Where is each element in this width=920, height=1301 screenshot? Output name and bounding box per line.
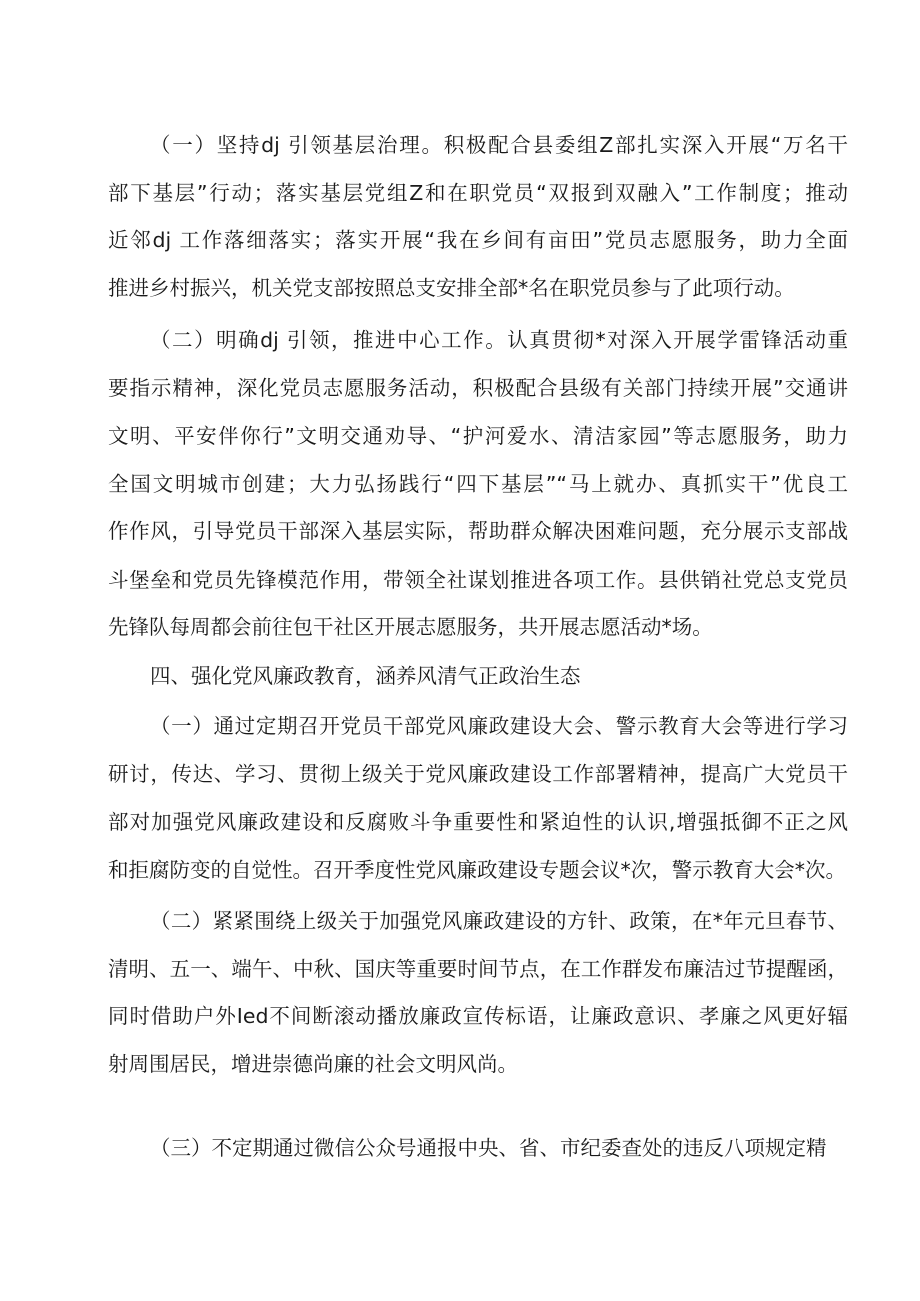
paragraph-line: 射周围居民，增进崇德尚廉的社会文明风尚。: [108, 1052, 518, 1076]
paragraph-line: （一）坚持dj 引领基层治理。积极配合县委组Z部扎实深入开展“万名干: [150, 133, 848, 157]
paragraph-line: 全国文明城市创建；大力弘扬践行“四下基层”“马上就办、真抓实干”优良工: [108, 472, 848, 496]
paragraph-line: （二）明确dj 引领，推进中心工作。认真贯彻*对深入开展学雷锋活动重: [150, 328, 848, 352]
paragraph-line: 文明、平安伴你行”文明交通劝导、“护河爱水、清洁家园”等志愿服务，助力: [108, 424, 848, 448]
paragraph-line: 部下基层”行动；落实基层党组Z和在职党员“双报到双融入”工作制度；推动: [108, 181, 848, 205]
paragraph-line: 部对加强党风廉政建设和反腐败斗争重要性和紧迫性的认识,增强抵御不正之风: [108, 810, 848, 834]
paragraph-line: 推进乡村振兴，机关党支部按照总支安排全部*名在职党员参与了此项行动。: [108, 276, 795, 300]
paragraph-line: 研讨，传达、学习、贯彻上级关于党风廉政建设工作部署精神，提高广大党员干: [108, 762, 848, 786]
paragraph-line: 作作风，引导党员干部深入基层实际，帮助群众解决困难问题，充分展示支部战: [108, 519, 848, 543]
paragraph-line: 先锋队每周都会前往包干社区开展志愿服务，共开展志愿活动*场。: [108, 615, 713, 639]
paragraph-line: 要指示精神，深化党员志愿服务活动，积极配合县级有关部门持续开展”交通讲: [108, 376, 848, 400]
paragraph-line: 和拒腐防变的自觉性。召开季度性党风廉政建设专题会议*次，警示教育大会*次。: [108, 858, 846, 882]
paragraph-line: （二）紧紧围绕上级关于加强党风廉政建设的方针、政策，在*年元旦春节、: [150, 909, 848, 933]
paragraph-line: 近邻dj 工作落细落实；落实开展“我在乡间有亩田”党员志愿服务，助力全面: [108, 228, 848, 252]
paragraph-line: （三）不定期通过微信公众号通报中央、省、市纪委查处的违反八项规定精: [150, 1136, 827, 1160]
paragraph-line: 同时借助户外Ied不间断滚动播放廉政宣传标语，让廉政意识、孝廉之风更好辐: [108, 1004, 848, 1028]
paragraph-line: 斗堡垒和党员先锋模范作用，带领全社谋划推进各项工作。县供销社党总支党员: [108, 568, 848, 592]
paragraph-line: （一）通过定期召开党员干部党风廉政建设大会、警示教育大会等进行学习: [150, 714, 848, 738]
paragraph-line: 清明、五一、端午、中秋、国庆等重要时间节点，在工作群发布廉洁过节提醒函，: [108, 957, 848, 981]
section-heading: 四、强化党风廉政教育，涵养风清气正政治生态: [150, 664, 581, 688]
